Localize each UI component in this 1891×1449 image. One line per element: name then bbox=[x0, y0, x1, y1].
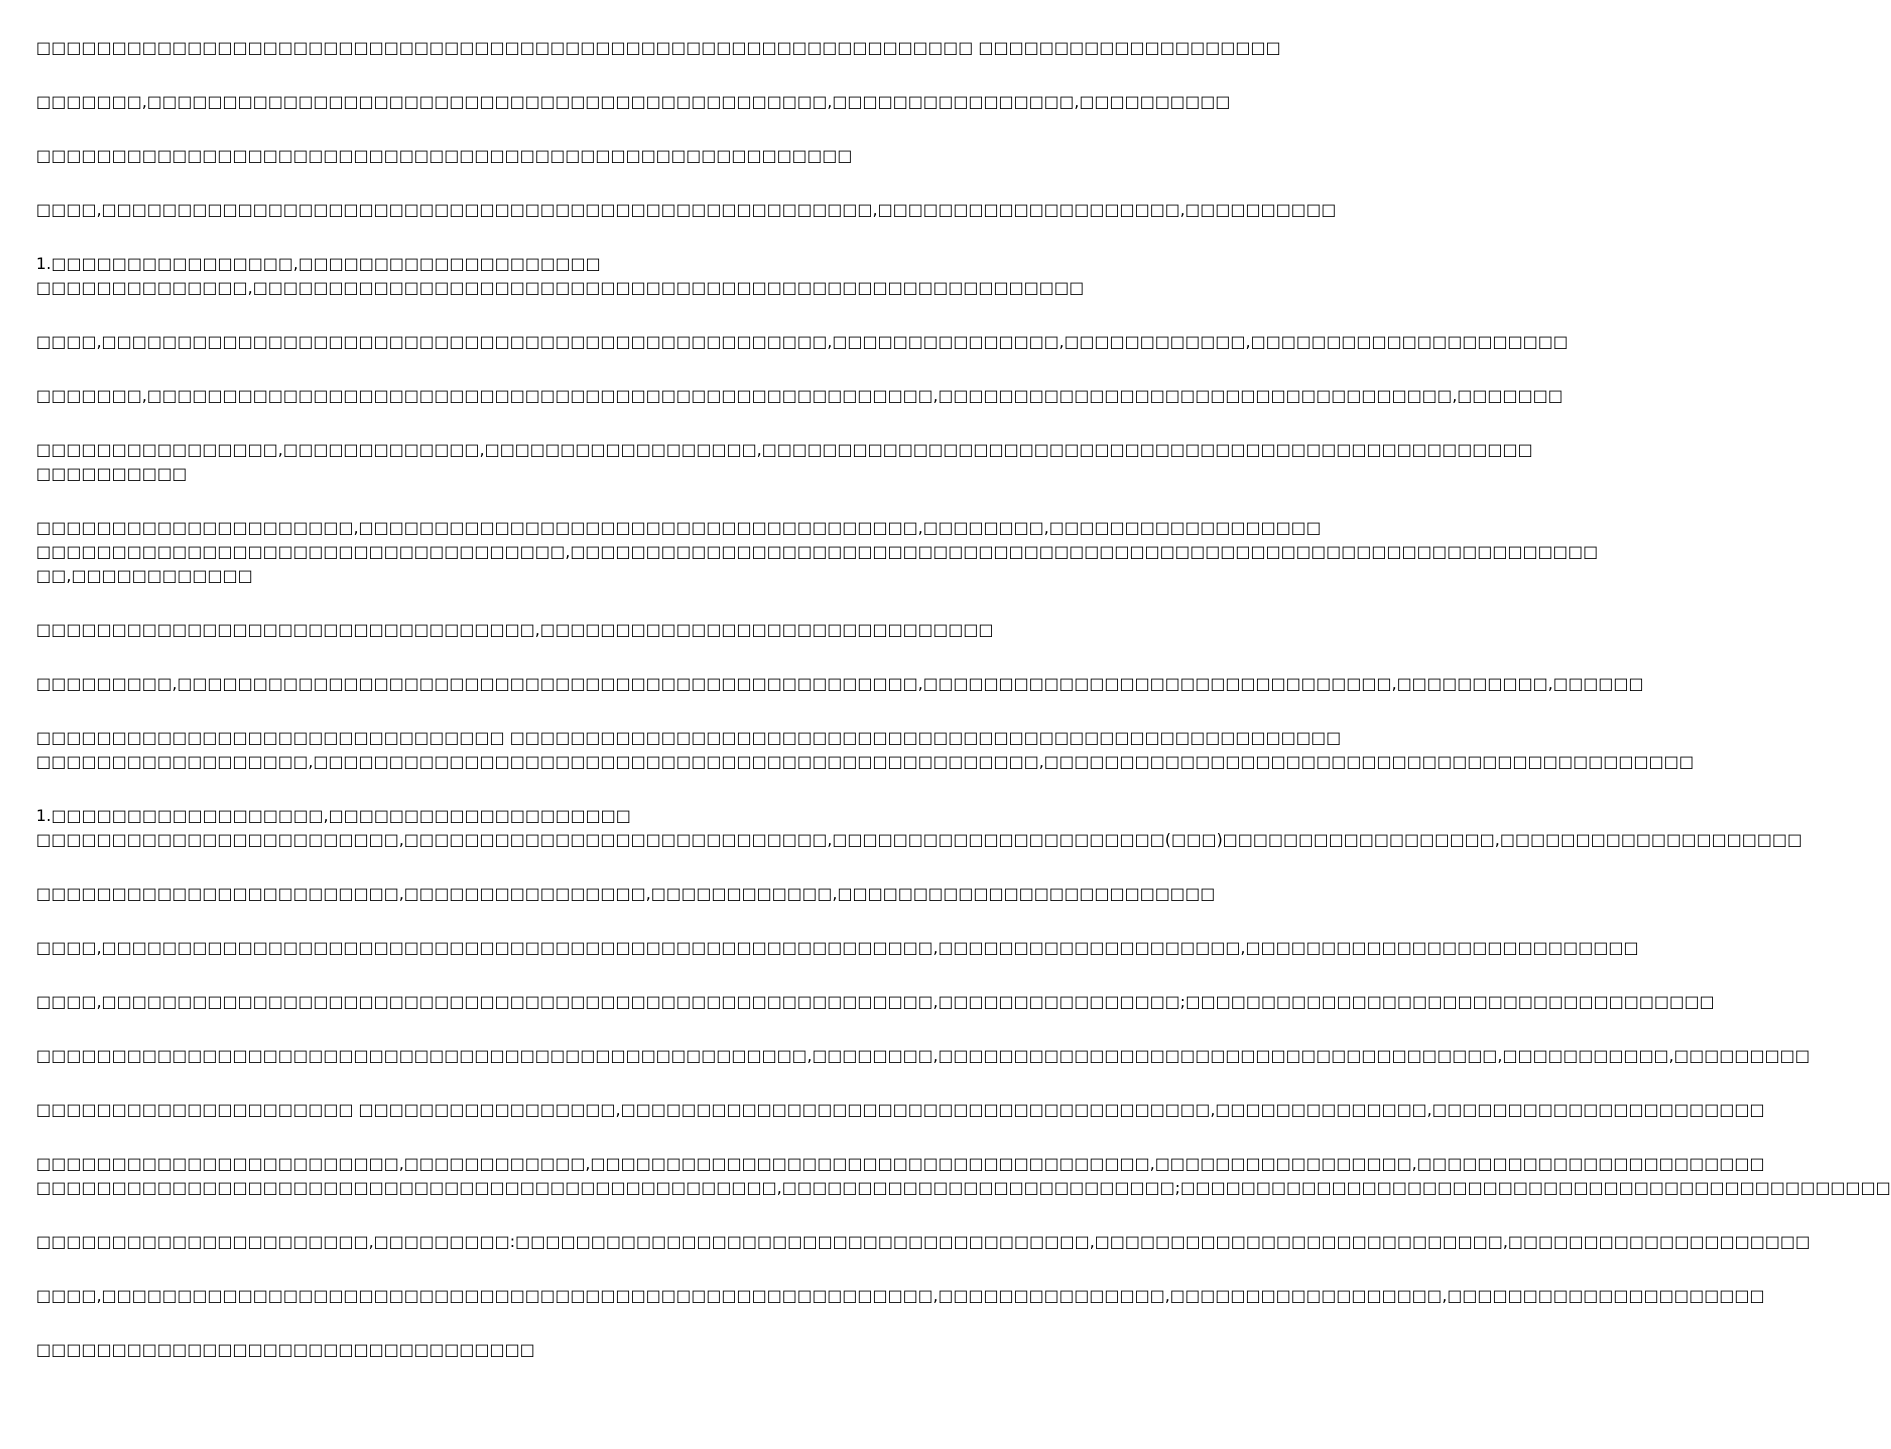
paragraph bbox=[36, 36, 1281, 60]
paragraph-line: □□□□□□□□□□□□□□□□□□□□□□□□□□□□□□□□□□□,□□□□□□□□□□□□□□□□□□□□□□□□□□□□□□□□□□□□□□□□□□□□□□□□□□□□□□□□□□□□□□□□□□□□ bbox=[36, 542, 1599, 561]
paragraph-line: □□□□□□□□□□□□□□□□□□□□□□□□,□□□□□□□□□□□□,□□□□□□□□□□□□□□□□□□□□□□□□□□□□□□□□□□□□□,□□□□□□□□□□□□□□□□□,□□□□□□□□□□□□□□□□□□□□□□□ bbox=[36, 1154, 1765, 1173]
paragraph bbox=[36, 438, 1533, 486]
paragraph-line: □□□□,□□□□□□□□□□□□□□□□□□□□□□□□□□□□□□□□□□□□□□□□□□□□□□□□□□□□□□□,□□□□□□□□□□□□□□□,□□□□□□□□□□□□□□□□□□,□□□□□□□□□□□□□□□□□□□□□ bbox=[36, 1286, 1765, 1305]
paragraph-line: 1.□□□□□□□□□□□□□□□□,□□□□□□□□□□□□□□□□□□□□ bbox=[36, 254, 601, 273]
paragraph-line: □□□□□□□□□□□□□□□□□□□□□,□□□□□□□□□□□□□□□□□□□□□□□□□□□□□□□□□□□□□,□□□□□□□□,□□□□□□□□□□□□□□□□□□ bbox=[36, 518, 1322, 537]
paragraph bbox=[36, 990, 1715, 1014]
paragraph-line: □□□□□□□□□□ bbox=[36, 464, 188, 483]
paragraph-line: □□□□□□□□□□□□□□□□□□,□□□□□□□□□□□□□□□□□□□□□□□□□□□□□□□□□□□□□□□□□□□□□□□□,□□□□□□□□□□□□□□□□□□□□□□□□□□□□□□□□□□□□□□□□□□□ bbox=[36, 752, 1694, 771]
paragraph bbox=[36, 252, 1085, 300]
paragraph-line: □□□□□□□,□□□□□□□□□□□□□□□□□□□□□□□□□□□□□□□□□□□□□□□□□□□□□,□□□□□□□□□□□□□□□□,□□□□□□□□□□ bbox=[36, 92, 1231, 111]
paragraph-line: □□□□□□□□□□□□□□□□□□□□□ □□□□□□□□□□□□□□□□□,□□□□□□□□□□□□□□□□□□□□□□□□□□□□□□□□□□□□□□□,□□□□□□□□□□□□□□,□□□□□□□□□□□□□□□□□□□□□□ bbox=[36, 1100, 1765, 1119]
document-body bbox=[36, 36, 1891, 1392]
paragraph-line: □□□□□□□□□□□□□□□□□□□□□□□□□□□□□□□□□,□□□□□□□□□□□□□□□□□□□□□□□□□□□□□□ bbox=[36, 620, 994, 639]
paragraph-line: □□□□□□□□□□□□□□□□□□□□□□□□□□□□□□□□□□□□□□□□□□□□□□□□□□□,□□□□□□□□,□□□□□□□□□□□□□□□□□□□□□□□□□□□□□□□□□□□□□,□□□□□□□□□□□,□□□□□□□□□ bbox=[36, 1046, 1810, 1065]
paragraph bbox=[36, 1152, 1891, 1200]
paragraph bbox=[36, 1098, 1765, 1122]
paragraph bbox=[36, 516, 1599, 588]
paragraph bbox=[36, 384, 1563, 408]
paragraph bbox=[36, 882, 1216, 906]
paragraph bbox=[36, 618, 994, 642]
paragraph-line: □□□□□□□□□□□□□□□□□□□□□□□□,□□□□□□□□□□□□□□□□,□□□□□□□□□□□□,□□□□□□□□□□□□□□□□□□□□□□□□□ bbox=[36, 884, 1216, 903]
paragraph-line: □□□□□□□□□□□□□□□□□□□□□□□□□□□□□□□□□ bbox=[36, 1340, 535, 1359]
paragraph bbox=[36, 672, 1644, 696]
paragraph-line: □□□□□□□,□□□□□□□□□□□□□□□□□□□□□□□□□□□□□□□□□□□□□□□□□□□□□□□□□□□□,□□□□□□□□□□□□□□□□□□□□□□□□□□□□□□□□□□,□□□□□□□ bbox=[36, 386, 1563, 405]
paragraph-line: □□□□□□□□□□□□□□□□□□□□□□□□□□□□□□□□□□□□□□□□□□□□□□□□□□□□□□□□□□□□□□ □□□□□□□□□□□□□□□□□□□□ bbox=[36, 38, 1281, 57]
paragraph bbox=[36, 144, 990, 168]
paragraph bbox=[36, 90, 1231, 114]
paragraph-line: □□□□□□□□□□□□□□□□□□□□□□□□□□□□□□□ □□□□□□□□□□□□□□□□□□□□□□□□□□□□□□□□□□□□□□□□□□□□□□□□□□□□□□□ bbox=[36, 728, 1342, 747]
paragraph bbox=[36, 1284, 1765, 1308]
paragraph bbox=[36, 330, 1569, 354]
paragraph bbox=[36, 936, 1639, 960]
paragraph-line: □□□□,□□□□□□□□□□□□□□□□□□□□□□□□□□□□□□□□□□□□□□□□□□□□□□□□□□□□□□□,□□□□□□□□□□□□□□□□□□□□,□□□□□□□□□□□□□□□□□□□□□□□□□□ bbox=[36, 938, 1639, 957]
paragraph-line: □□□□,□□□□□□□□□□□□□□□□□□□□□□□□□□□□□□□□□□□□□□□□□□□□□□□□,□□□□□□□□□□□□□□□,□□□□□□□□□□□□,□□□□□□□□□□□□□□□□□□□□□ bbox=[36, 332, 1569, 351]
paragraph bbox=[36, 1230, 1811, 1254]
paragraph-line: 1.□□□□□□□□□□□□□□□□□□,□□□□□□□□□□□□□□□□□□□□ bbox=[36, 806, 631, 825]
paragraph bbox=[36, 1044, 1810, 1068]
paragraph-line: □□,□□□□□□□□□□□□ bbox=[36, 566, 253, 585]
paragraph bbox=[36, 198, 1337, 222]
paragraph-line: □□□□□□□□□□□□□□□□□□□□□□□□□□□□□□□□□□□□□□□□□□□□□□□□□□□□□□ bbox=[36, 146, 853, 165]
paragraph-line: □□□□□□□□□□□□□□□□□□□□□□,□□□□□□□□□:□□□□□□□□□□□□□□□□□□□□□□□□□□□□□□□□□□□□□□,□□□□□□□□□□□□□□□□□□□□□□□□□□□,□□□□□□□□□□□□□□□□□□□□ bbox=[36, 1232, 1811, 1251]
paragraph-line: □□□□,□□□□□□□□□□□□□□□□□□□□□□□□□□□□□□□□□□□□□□□□□□□□□□□□□□□□□□□,□□□□□□□□□□□□□□□□;□□□□□□□□□□□□□□□□□□□□□□□□□□□□□□□□□□□ bbox=[36, 992, 1715, 1011]
paragraph bbox=[36, 1338, 990, 1362]
paragraph bbox=[36, 726, 1694, 774]
paragraph-line: □□□□□□□□□□□□□□,□□□□□□□□□□□□□□□□□□□□□□□□□□□□□□□□□□□□□□□□□□□□□□□□□□□□□□□ bbox=[36, 278, 1085, 297]
paragraph-line: □□□□□□□□□□□□□□□□□□□□□□□□□□□□□□□□□□□□□□□□□□□□□□□□□,□□□□□□□□□□□□□□□□□□□□□□□□□□;□□□□□□□□□□□□□□□□□□□□□□□□□□□□□□□□□□□□□□□□□□□□□□□ bbox=[36, 1178, 1891, 1197]
paragraph-line: □□□□□□□□□□□□□□□□,□□□□□□□□□□□□□,□□□□□□□□□□□□□□□□□□,□□□□□□□□□□□□□□□□□□□□□□□□□□□□□□□□□□□□□□□□□□□□□□□□□□□ bbox=[36, 440, 1533, 459]
paragraph-line: □□□□,□□□□□□□□□□□□□□□□□□□□□□□□□□□□□□□□□□□□□□□□□□□□□□□□□□□,□□□□□□□□□□□□□□□□□□□□,□□□□□□□□□□ bbox=[36, 200, 1337, 219]
paragraph-line: □□□□□□□□□□□□□□□□□□□□□□□□,□□□□□□□□□□□□□□□□□□□□□□□□□□□□,□□□□□□□□□□□□□□□□□□□□□□(□□□)□□□□□□□□□□□□□□□□□□,□□□□□□□□□□□□□□□□□□□□ bbox=[36, 830, 1803, 849]
paragraph bbox=[36, 804, 1803, 852]
paragraph-line: □□□□□□□□□,□□□□□□□□□□□□□□□□□□□□□□□□□□□□□□□□□□□□□□□□□□□□□□□□□,□□□□□□□□□□□□□□□□□□□□□□□□□□□□□□□,□□□□□□□□□□,□□□□□□ bbox=[36, 674, 1644, 693]
